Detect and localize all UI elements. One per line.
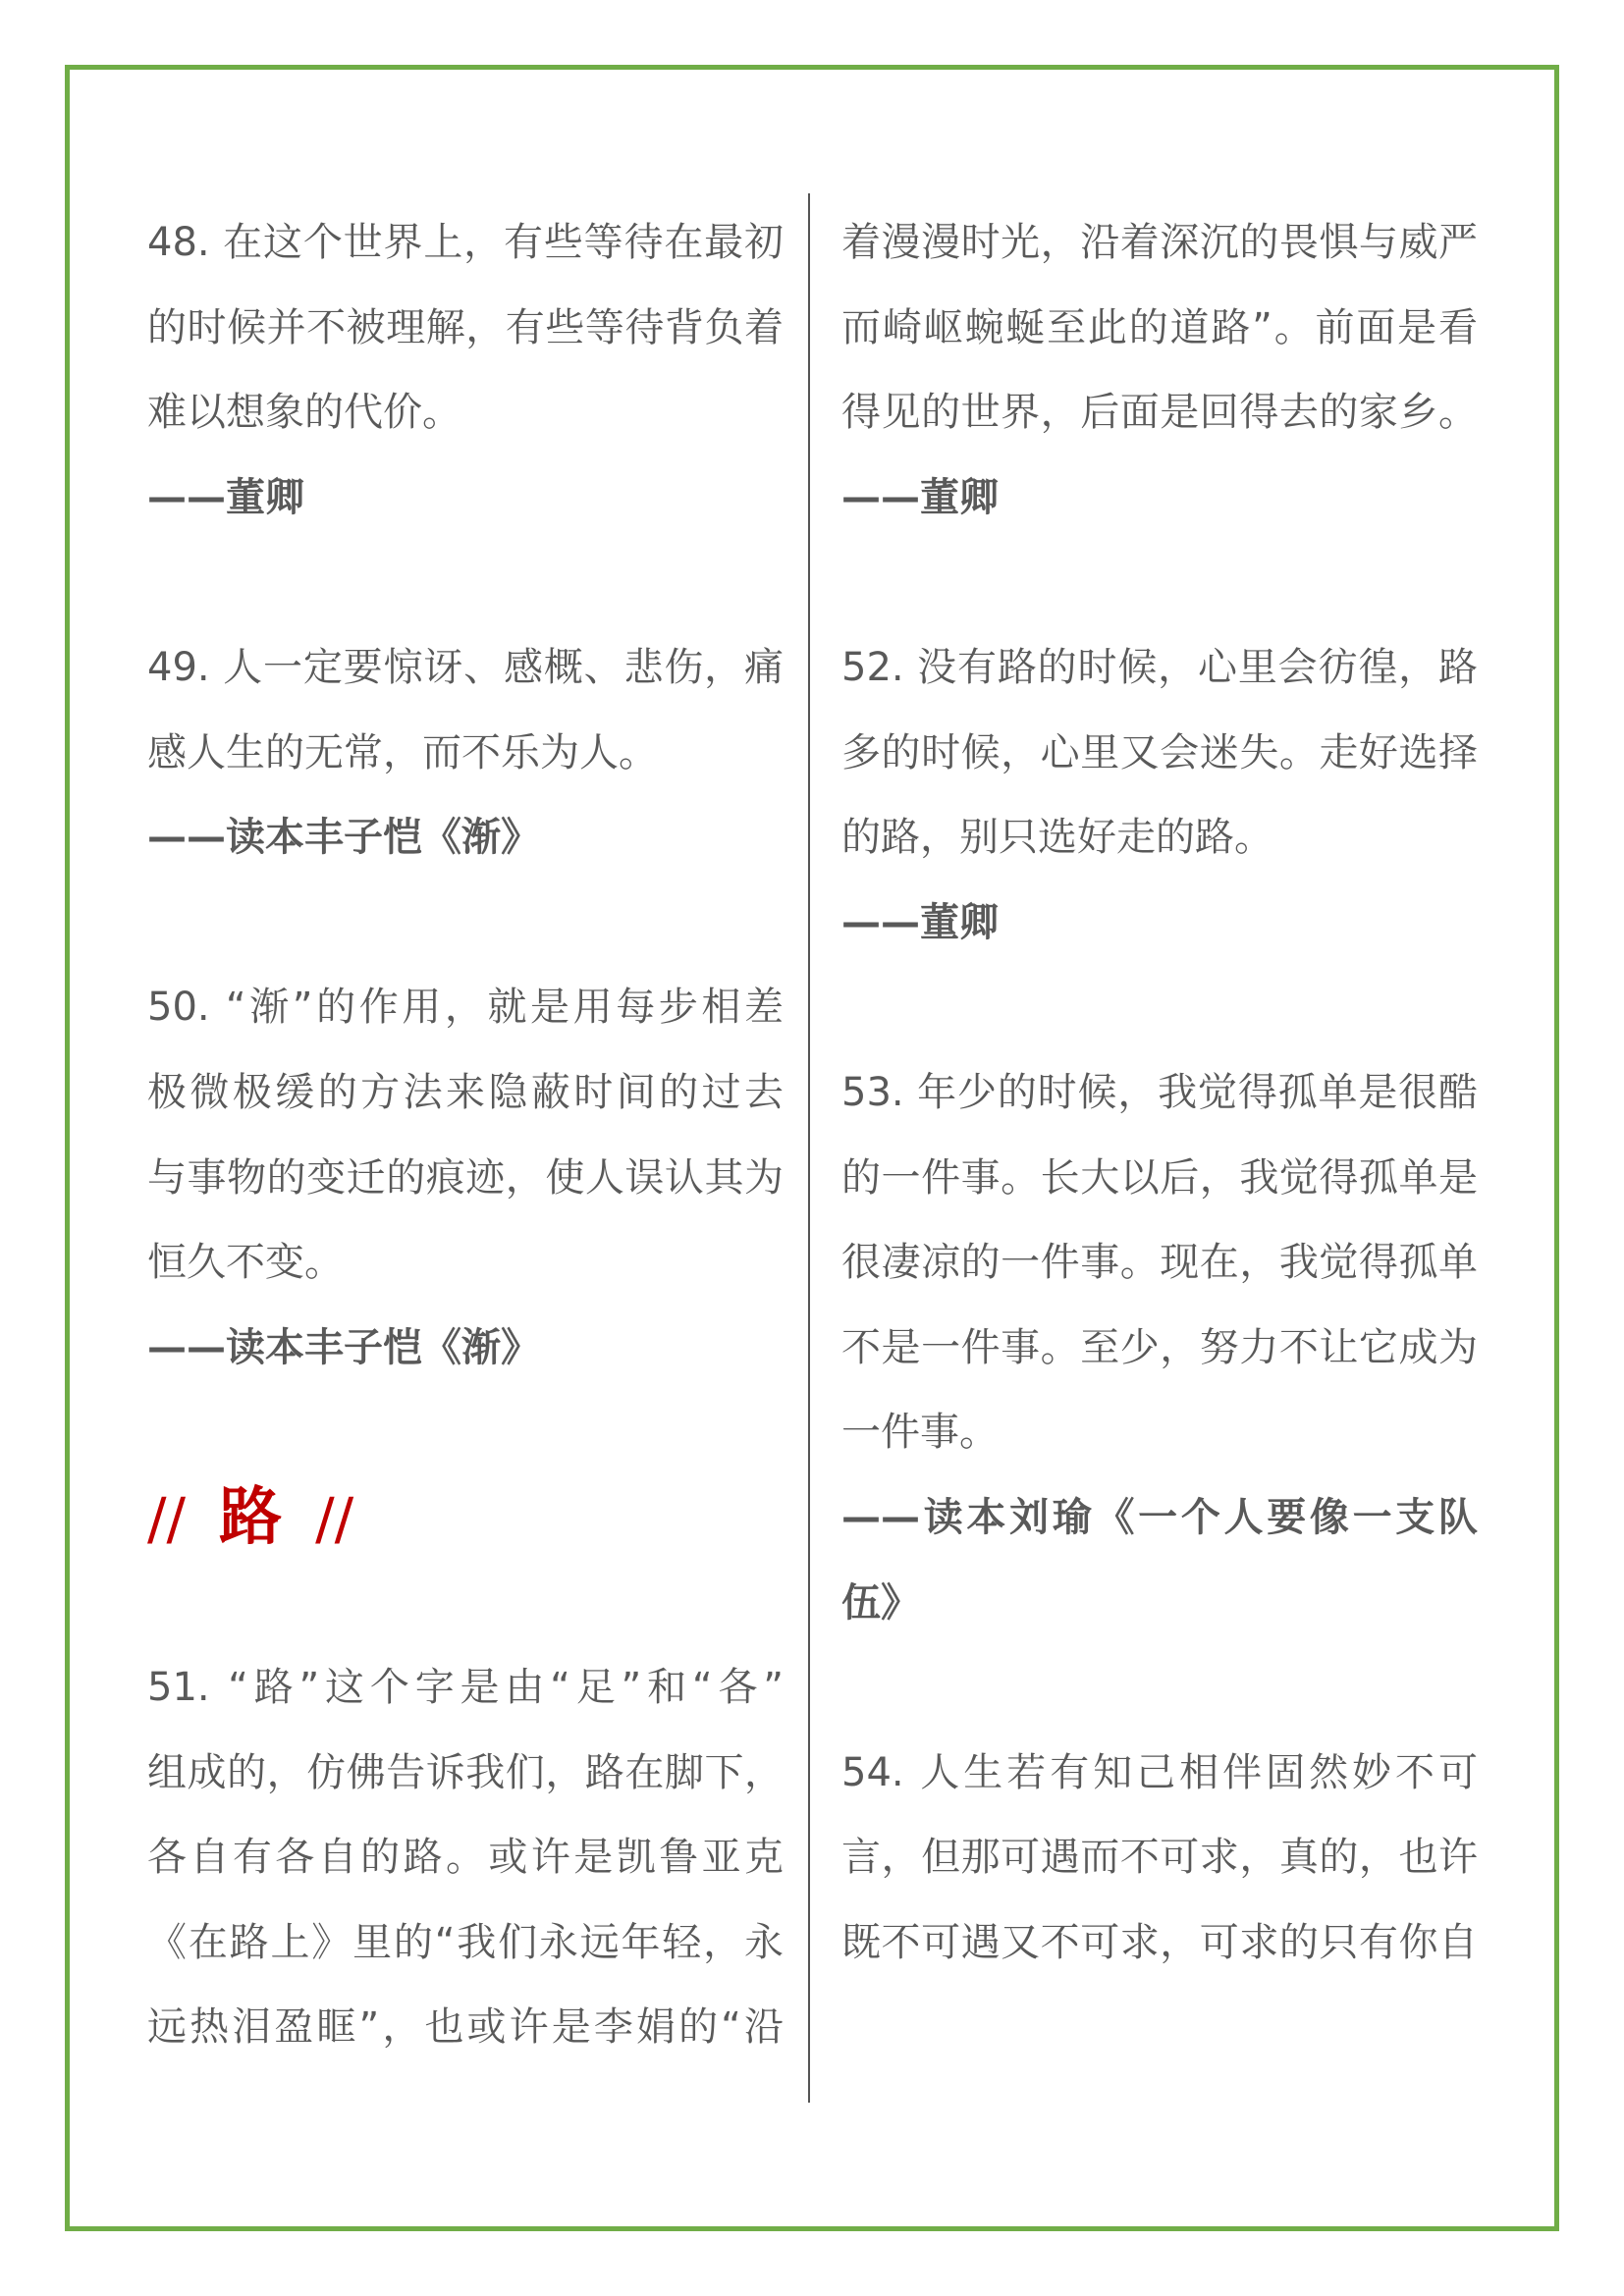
quote-51-line-5: 远热泪盈眶”，也或许是李娟的“沿 [147, 2004, 784, 2051]
quote-50-line-2: 极微极缓的方法来隐蔽时间的过去 [147, 1069, 784, 1115]
quote-52-line-2: 多的时候，心里又会迷失。走好选择 [841, 729, 1478, 775]
quote-54-line-1: 54. 人生若有知己相伴固然妙不可 [841, 1749, 1478, 1795]
quote-49-line-1: 49. 人一定要惊讶、感概、悲伤，痛 [147, 644, 784, 690]
quote-51-line-1: 51. “路”这个字是由“足”和“各” [147, 1665, 784, 1711]
quote-48-line-2: 的时候并不被理解，有些等待背负着 [147, 304, 784, 350]
quote-50-line-4: 恒久不变。 [147, 1240, 344, 1286]
quote-48-line-1: 48. 在这个世界上，有些等待在最初 [147, 220, 784, 265]
spacer [147, 1561, 784, 1646]
spacer [841, 540, 1478, 625]
quote-50-line-3: 与事物的变迁的痕迹，使人误认其为 [147, 1154, 784, 1201]
quote-51-cont-line-1: 着漫漫时光，沿着深沉的畏惧与威严 [841, 220, 1478, 265]
quote-50-line-1: 50. “渐”的作用，就是用每步相差 [147, 985, 784, 1031]
quote-50-author: ——读本丰子恺《渐》 [147, 1324, 540, 1370]
quote-49-line-2: 感人生的无常，而不乐为人。 [147, 729, 658, 775]
quote-52-line-1: 52. 没有路的时候，心里会彷徨，路 [841, 644, 1478, 690]
quote-53-line-3: 很凄凉的一件事。现在，我觉得孤单 [841, 1240, 1478, 1286]
spacer [147, 540, 784, 625]
quote-53-author-line-2: 伍》 [841, 1579, 920, 1626]
quote-49-author: ——读本丰子恺《渐》 [147, 815, 540, 861]
spacer [147, 881, 784, 966]
quote-54-line-2: 言，但那可遇而不可求，真的，也许 [841, 1835, 1478, 1881]
heading-title: 路 [219, 1480, 283, 1554]
quote-52-author: ——董卿 [841, 899, 999, 945]
right-column [841, 200, 1478, 1985]
quote-51-line-3: 各自有各自的路。或许是凯鲁亚克 [147, 1835, 784, 1881]
quote-51-author: ——董卿 [841, 474, 999, 520]
quote-53-author-line-1: ——读本刘瑜《一个人要像一支队 [841, 1494, 1478, 1540]
quote-53-line-4: 不是一件事。至少，努力不让它成为 [841, 1324, 1478, 1370]
quote-52-line-3: 的路，别只选好走的路。 [841, 815, 1273, 861]
spacer [841, 1645, 1478, 1731]
quote-53-line-5: 一件事。 [841, 1410, 999, 1456]
spacer [841, 965, 1478, 1050]
spacer [147, 1390, 784, 1475]
heading-left-mark: // [147, 1484, 187, 1552]
quote-51-line-2: 组成的，仿佛告诉我们，路在脚下， [147, 1749, 784, 1795]
quote-51-cont-line-2: 而崎岖蜿蜒至此的道路”。前面是看 [841, 304, 1478, 350]
heading-right-mark: // [315, 1484, 354, 1552]
section-heading-road [147, 1475, 784, 1561]
quote-48-author: ——董卿 [147, 474, 304, 520]
quote-51-line-4: 《在路上》里的“我们永远年轻，永 [147, 1919, 784, 1965]
quote-53-line-1: 53. 年少的时候，我觉得孤单是很酷 [841, 1069, 1478, 1115]
column-divider [808, 193, 810, 2103]
quote-54-line-3: 既不可遇又不可求，可求的只有你自 [841, 1919, 1478, 1965]
left-column [147, 200, 784, 2070]
quote-51-cont-line-3: 得见的世界，后面是回得去的家乡。 [841, 390, 1478, 436]
quote-53-line-2: 的一件事。长大以后，我觉得孤单是 [841, 1154, 1478, 1201]
quote-48-line-3: 难以想象的代价。 [147, 390, 461, 436]
